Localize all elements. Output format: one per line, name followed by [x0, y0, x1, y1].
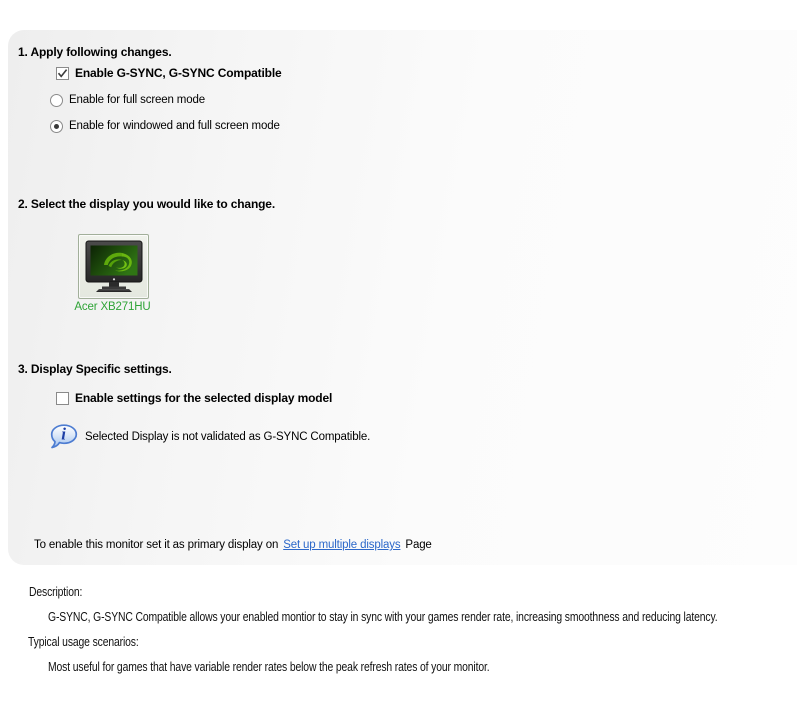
radio-unselected-icon[interactable] [50, 94, 63, 107]
validation-info-text: Selected Display is not validated as G-SYNC Compatible. [85, 430, 371, 443]
step2-heading: 2. Select the display you would like to change. [18, 197, 276, 211]
step1-heading: 1. Apply following changes. [18, 45, 172, 59]
setup-multiple-displays-link[interactable]: Set up multiple displays [283, 539, 401, 551]
description-title: Description: [29, 585, 83, 599]
step3-heading: 3. Display Specific settings. [18, 362, 172, 376]
enable-gsync-label[interactable]: Enable G-SYNC, G-SYNC Compatible [75, 66, 282, 80]
usage-scenarios-body: Most useful for games that have variable render rates below the peak refresh rates of your monitor. [48, 660, 490, 674]
description-body: G-SYNC, G-SYNC Compatible allows your enabled montior to stay in sync with your games render rate, increasing smoothness and reducing latency. [48, 610, 718, 624]
hint-text-prefix: To enable this monitor set it as primary display on [34, 539, 279, 551]
checkbox-unchecked-icon[interactable] [56, 392, 69, 405]
windowed-radio-row[interactable] [50, 119, 280, 133]
radio-selected-icon[interactable] [50, 120, 63, 133]
fullscreen-radio-label[interactable]: Enable for full screen mode [69, 94, 205, 106]
display-select-item[interactable] [78, 234, 149, 299]
fullscreen-radio-row[interactable] [50, 93, 205, 107]
checkbox-checked-icon[interactable] [56, 67, 69, 80]
gsync-settings-panel [8, 30, 797, 565]
info-speech-bubble-icon [49, 422, 79, 451]
svg-text:i: i [61, 424, 66, 444]
validation-info-row [49, 422, 370, 451]
enable-gsync-checkbox-row[interactable] [56, 66, 282, 80]
usage-scenarios-title: Typical usage scenarios: [28, 635, 139, 649]
enable-display-settings-label[interactable]: Enable settings for the selected display model [75, 391, 333, 405]
hint-text-suffix: Page [405, 539, 432, 551]
windowed-radio-label[interactable]: Enable for windowed and full screen mode [69, 120, 280, 132]
display-name-label: Acer XB271HU [74, 301, 151, 313]
primary-display-hint [34, 539, 432, 551]
nvidia-monitor-icon [84, 240, 144, 294]
enable-display-settings-checkbox-row[interactable] [56, 391, 332, 405]
